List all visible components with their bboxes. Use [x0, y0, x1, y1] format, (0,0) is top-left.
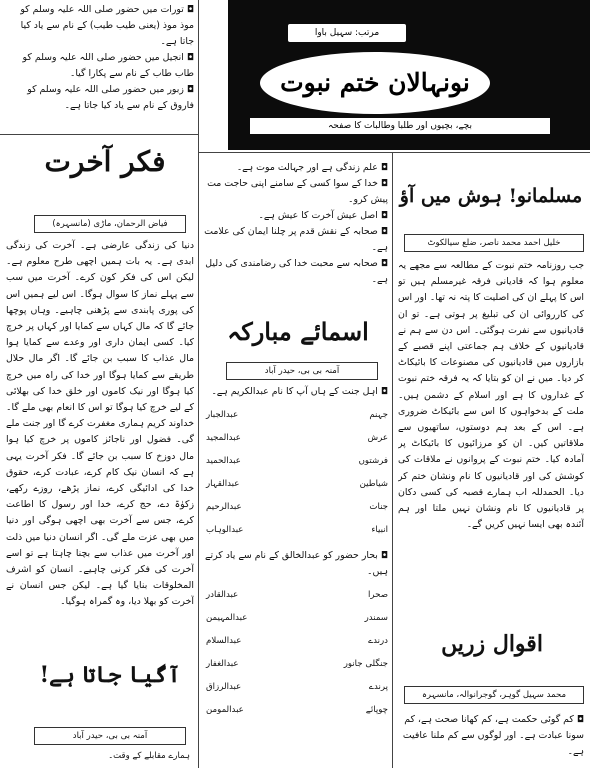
musalmano-author: خلیل احمد محمد ناصر، ضلع سیالکوٹ [404, 234, 584, 252]
bullet-item: ◘انجیل میں حضور صلی اللہ علیہ وسلم کو طاب طاب کے نام سے پکارا گیا۔ [22, 52, 194, 79]
bullet-icon: ◘ [380, 179, 388, 189]
asma-intro-2: ◘بحار حضور کو عبدالخالق کے نام سے یاد کرتے ہیں۔ [205, 550, 388, 577]
bullet-item: ◘اصل عیش آخرت کا عیش ہے۔ [204, 208, 388, 224]
asma-table-2 [206, 584, 388, 722]
section-title: نونہالان ختم نبوت [260, 52, 490, 114]
bullet-item: ◘صحابہ سے محبت خدا کی رضامندی کی دلیل ہے۔ [205, 258, 388, 285]
list-item: ◘کم گوئی حکمت ہے، کم کھانا صحت ہے، کم سونا عبادت ہے۔ اور لوگوں سے کم ملنا عافیت ہے۔ [402, 714, 584, 757]
list-item: سمندر عبدالمہیمن [206, 613, 388, 623]
bullet-icon: ◘ [380, 211, 388, 221]
section-subtitle: بچے، بچیوں اور طلبا وطالبات کا صفحہ [250, 118, 550, 134]
list-item: عرش عبدالمجید [206, 433, 388, 443]
list-item: جہنم عبدالجبار [206, 410, 388, 420]
aqwal-heading: اقوال زریں [441, 631, 543, 657]
bullet-icon: ◘ [186, 5, 194, 15]
asma-table-1 [206, 404, 388, 542]
bullet-icon: ◘ [186, 53, 194, 63]
middle-bullets [204, 160, 388, 288]
list-item: جنات عبدالرحیم [206, 502, 388, 512]
musalmano-heading: مسلمانو! ہوش میں آؤ [399, 185, 583, 207]
bullet-icon: ◘ [380, 163, 388, 173]
list-item: فرشتوں عبدالحمید [206, 456, 388, 466]
bullet-icon: ◘ [380, 227, 388, 237]
musalmano-body: جب روزنامہ ختم نبوت کے مطالعہ سے مجھے یہ معلوم ہوا کہ قادیانی فرقہ غیرمسلم ہیں تو اس کا پہلے ان کی اصلیت کا پتہ نہ تھا۔ اور اس کی کارروائی ان کی تبلیغ پر ہوتی ہے۔ تو ان قادیانیوں سے نفرت ہوگئی۔ اس دن سے ہم نے قادیانیوں کے خلاف ہم جماعتی اپنے قصبے کے بازاروں میں قادیانیوں کی مصنوعات کا بائیکاٹ کر دیا۔ میں نے ان کو بتایا کہ یہ فرقہ ختم نبوت کے غداروں کا ہے اور اسلام کے دشمن ہیں۔ ملت کے بدخواہوں کا اس سے بائیکاٹ ضروری ہے۔ اس کے بعد ہم دوستوں، ساتھیوں سے ملاقاتیں کیں۔ ان کو مرزائیوں کا بائیکاٹ پر آمادہ کیا۔ ختم نبوت کے پروانوں نے ملاقات کی کوشش کی اور قادیانیوں کا نام ونشان ختم کر دیا۔ الحمدللہ اب ہمارے قصبہ کی کسی دکان پر قادیانیوں کا نام ونشان نہیں ملتا اور ہم آئندہ بھی ایسا نہیں کریں گے۔ [398, 260, 584, 531]
bullet-item: ◘صحابہ کے نقش قدم پر چلنا ایمان کی علامت ہے۔ [204, 226, 388, 253]
bullet-item: ◘زبور میں حضور صلی اللہ علیہ وسلم کو فاروق کے نام سے یاد کیا جاتا ہے۔ [27, 84, 194, 111]
list-item: درندے عبدالسلام [206, 636, 388, 646]
asma-heading: اسمائے مبارکہ [227, 317, 369, 346]
list-item: چوپائے عبدالمومن [206, 705, 388, 715]
fikr-heading: فکر آخرت [44, 145, 166, 178]
bullet-item: ◘خدا کے سوا کسی کے سامنے اپنی حاجت مت پیش کرو۔ [207, 178, 388, 205]
list-item: صحرا عبدالقادر [206, 590, 388, 600]
bullet-icon: ◘ [380, 259, 388, 269]
list-item: انبیاء عبدالوہاب [206, 525, 388, 535]
column-divider-left [198, 0, 199, 768]
aakhri-note: ہمارے مقابلے کے وقت۔ [108, 751, 190, 761]
rule-top-left [0, 134, 198, 135]
fikr-body: دنیا کی زندگی عارضی ہے۔ آخرت کی زندگی ابدی ہے۔ یہ بات ہمیں اچھی طرح معلوم ہے۔ لیکن اس کی فکر کون کرے۔ آخرت میں سب سے پہلے نماز کا سوال ہوگا۔ اس لیے ہمیں اس کی پوری پابندی سے پڑھنی چاہیے۔ وہاں پوچھا جائے گا کہ مال کہاں سے کمایا اور کہاں پر خرچ کیا۔ کسی ایمان داری اور وعدے سے کمایا ہوا مال عذاب کا سبب بن جائے گا۔ اگر مال حلال طریقے سے کمایا ہوگا اور خدا کی راہ میں خرچ کیا ہوگا اور نیک کاموں اور خلق خدا کی بھلائی کے لیے خرچ کیا ہوگا تو اس کا انعام بھی ملے گا۔ خداوند کریم ہماری مغفرت کرے گا اور جنت ملے گی۔ فضول اور ناجائز کاموں پر خرچ کیا ہوا مال دوزخ کا سبب بن جائے گا۔ فکر آخرت یہی ہے کہ انسان نیک کام کرے، عبادت کرے، حقوق خدا کی ادائیگی کرے، نماز پڑھے، روزے رکھے، زکوٰۃ دے، حج کرے، خدا اور رسول کا اطاعت کرے، جس سے آخرت بھی اچھی ہوگی اور دنیا میں بھی عزت ملے گی۔ اگر انسان دنیا میں ذلت اور آخرت میں عذاب سے بچنا چاہتا ہے تو اسے آخرت کی فکر کرنی چاہیے۔ انسان کو اشرف المخلوقات بنایا گیا ہے۔ لیکن جس انسان نے آخرت کو بھلا دیا، وہ گمراہ ہوگیا۔ [6, 240, 194, 608]
bullet-item: ◘علم زندگی ہے اور جہالت موت ہے۔ [204, 160, 388, 176]
column-divider-right [392, 152, 393, 768]
aqwal-list [398, 712, 584, 760]
aakhri-author: آمنہ بی بی، حیدر آباد [34, 727, 186, 745]
compiler-label: مرتب: سہیل باوا [288, 24, 406, 42]
list-item: شیاطین عبدالقہار [206, 479, 388, 489]
asma-author: آمنہ بی بی، حیدر آباد [226, 362, 378, 380]
rule-under-header [198, 152, 590, 153]
bullet-icon: ◘ [186, 85, 194, 95]
top-left-bullets [6, 2, 194, 114]
aakhri-heading: آگیا جاتا ہے! [39, 662, 181, 688]
list-item: پرندے عبدالرزاق [206, 682, 388, 692]
bullet-icon: ◘ [576, 715, 584, 725]
list-item: جنگلی جانور عبدالغفار [206, 659, 388, 669]
fikr-author: فیاض الرحمان، ماڑی (مانسہرہ) [34, 215, 186, 233]
aqwal-author: محمد سہیل گوہر، گوجرانوالہ، مانسہرہ [404, 686, 584, 704]
bullet-icon: ◘ [380, 387, 388, 397]
asma-intro: ◘اہل جنت کے ہاں آپ کا نام عبدالکریم ہے۔ [204, 384, 388, 400]
bullet-item: ◘تورات میں حضور صلی اللہ علیہ وسلم کو موذ موذ (یعنی طیب طیب) کے نام سے یاد کیا جاتا ہے۔ [20, 4, 194, 47]
bullet-icon: ◘ [380, 551, 388, 561]
